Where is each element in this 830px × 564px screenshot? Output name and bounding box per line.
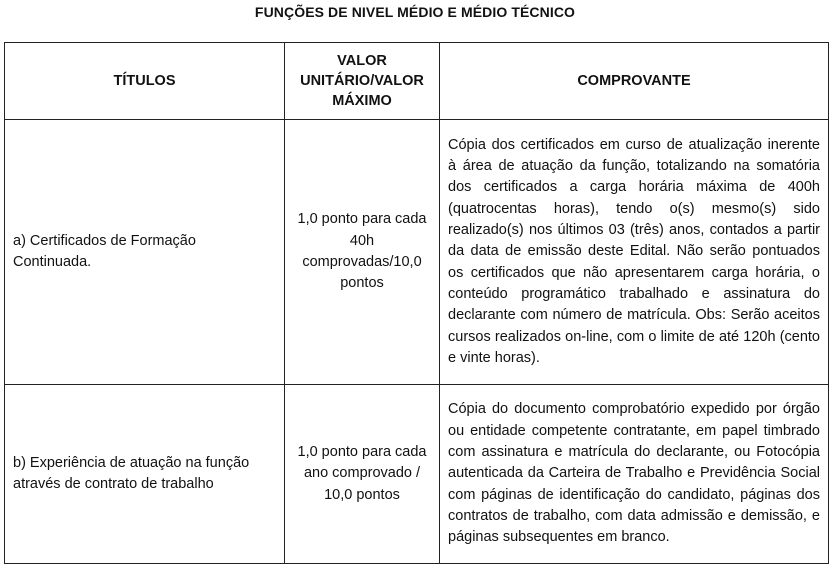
- header-comprovante: COMPROVANTE: [440, 43, 829, 120]
- cell-comprovante: Cópia do documento comprobatório expedido por órgão ou entidade competente contratante, em papel timbrado com assinatura e matrícula do declarante, ou Fotocópia autenticada da Carteira de Trabalho e Previdência Social com páginas de identificação do candidato, páginas dos contratos de trabalho, com data admissão e demissão, e páginas subsequentes em branco.: [440, 385, 829, 564]
- table-row: [5, 385, 829, 564]
- cell-valor: 1,0 ponto para cada 40h comprovadas/10,0 pontos: [285, 120, 440, 385]
- cell-titulo: a) Certificados de Formação Continuada.: [5, 120, 285, 385]
- header-titulos: TÍTULOS: [5, 43, 285, 120]
- cell-comprovante: Cópia dos certificados em curso de atualização inerente à área de atuação da função, totalizando na somatória dos certificados a carga horária máxima de 400h (quatrocentas horas), tendo o(s) mesmo(s) sido realizado(s) nos últimos 03 (três) anos, contados a partir da data de emissão deste Edital. Não serão pontuados os certificados que não apresentarem carga horária, o conteúdo programático trabalhado e assinatura do declarante com número de matrícula. Obs: Serão aceitos cursos realizados on-line, com o limite de até 120h (cento e vinte horas).: [440, 120, 829, 385]
- document-title: FUNÇÕES DE NIVEL MÉDIO E MÉDIO TÉCNICO: [254, 4, 576, 20]
- scoring-table: [4, 42, 829, 564]
- header-valor: VALOR UNITÁRIO/VALOR MÁXIMO: [285, 43, 440, 120]
- table-header-row: [5, 43, 829, 120]
- cell-titulo: b) Experiência de atuação na função através de contrato de trabalho: [5, 385, 285, 564]
- cell-valor: 1,0 ponto para cada ano comprovado / 10,0 pontos: [285, 385, 440, 564]
- table-row: [5, 120, 829, 385]
